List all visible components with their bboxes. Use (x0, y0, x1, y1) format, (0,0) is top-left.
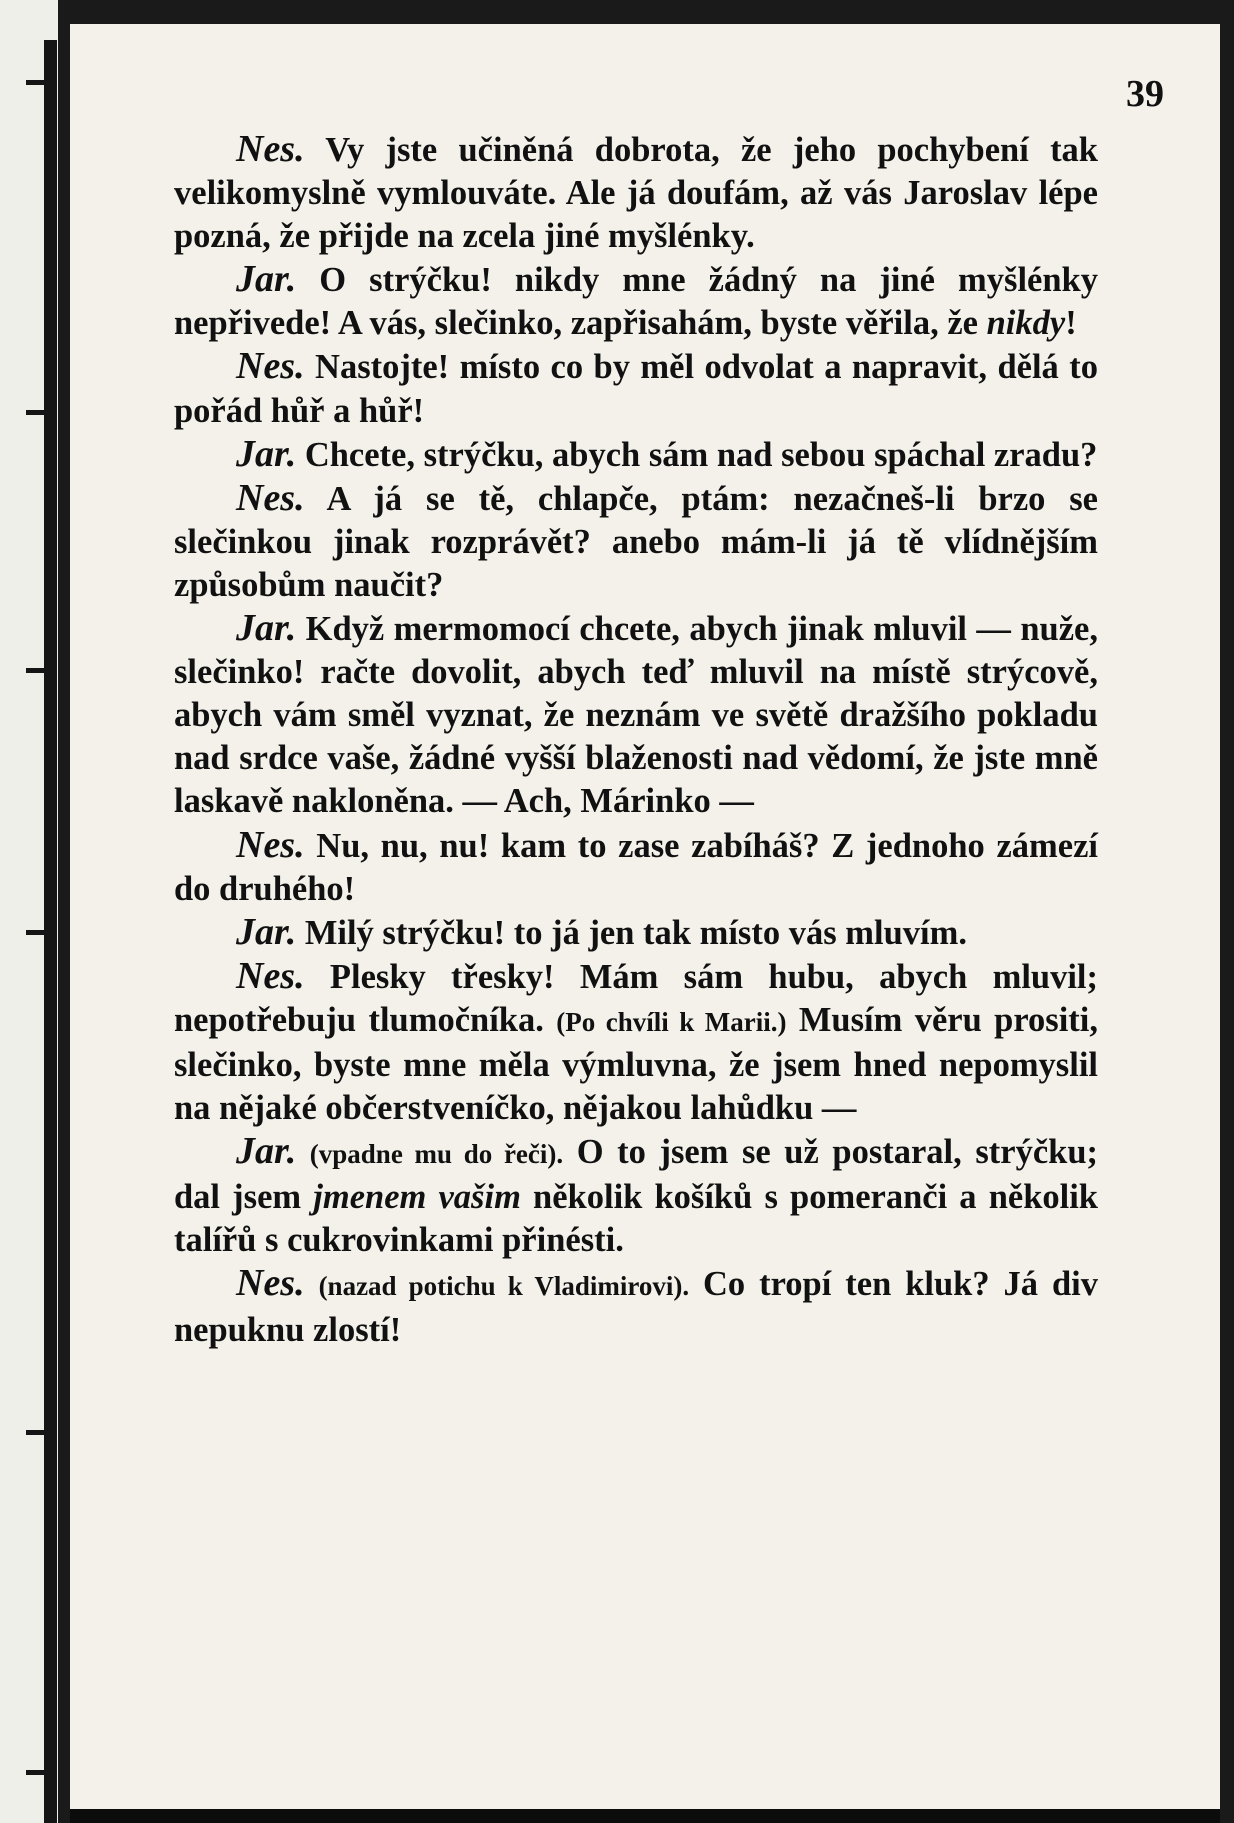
stage-direction: (Po chvíli k Marii.) (556, 1006, 787, 1037)
dialogue-text: O to jsem se už postaral, strýčku; dal jsem (174, 1133, 1098, 1217)
speaker-name: Nes. (236, 128, 305, 170)
binding-mark (26, 80, 56, 85)
emphasized-text: nikdy (986, 304, 1066, 343)
dialogue-paragraph (174, 433, 1098, 477)
dialogue-text: ! (1065, 304, 1077, 343)
dialogue-paragraph (174, 128, 1098, 258)
speaker-name: Jar. (236, 432, 297, 475)
stage-direction: (vpadne mu do řeči). (309, 1139, 564, 1170)
dialogue-paragraph (174, 1130, 1098, 1262)
speaker-name: Nes. (236, 823, 305, 866)
speaker-name: Nes. (236, 476, 305, 519)
dialogue-paragraph (174, 911, 1098, 955)
dialogue-paragraph (174, 955, 1098, 1130)
binding-mark (26, 668, 56, 673)
speaker-name: Nes. (236, 345, 305, 388)
dialogue-text: Musím věru prositi, slečinko, byste mne měla výmluvna, že jsem hned nepomyslil na nějaké občerstveníčko, nějakou lahůdku — (174, 1000, 1098, 1128)
dialogue-text: Co tropí ten kluk? Já div nepuknu zlostí! (174, 1265, 1099, 1349)
binding-mark (26, 930, 56, 935)
speaker-name: Jar. (236, 258, 297, 301)
page-number: 39 (1126, 73, 1164, 115)
speaker-name: Jar. (236, 607, 297, 650)
dialogue-paragraph (174, 345, 1098, 432)
dialogue-text (296, 1133, 310, 1171)
dialogue-text: Nastojte! místo co by měl odvolat a napravit, dělá to pořád hůř a hůř! (174, 348, 1098, 430)
binding-mark (26, 1770, 56, 1775)
dialogue-paragraph (174, 607, 1098, 823)
dialogue-text: Milý strýčku! to já jen tak místo vás mluvím. (296, 913, 967, 952)
stage-direction: (nazad potichu k Vladimirovi). (318, 1271, 690, 1302)
dialogue-text: Nu, nu, nu! kam to zase zabíháš? Z jednoho zámezí do druhého! (174, 826, 1098, 908)
dialogue-text: A já se tě, chlapče, ptám: nezačneš-li brzo se slečinkou jinak rozprávět? anebo mám-li já tě vlídnějším způsobům naučit? (174, 479, 1098, 604)
dialogue-text: Když mermomocí chcete, abych jinak mluvil — nuže, slečinko! račte dovolit, abych teď mluvil na místě strýcově, abych vám směl vyznat, že neznám ve světě dražšího pokladu nad srdce vaše, žádné vyšší blaženosti nad vědomí, že jste mně laskavě nakloněna. — Ach, Márinko — (174, 610, 1098, 821)
left-gutter (0, 0, 58, 1823)
dialogue-paragraph (174, 1262, 1098, 1351)
dialogue-text: Plesky třesky! Mám sám hubu, abych mluvil; nepotřebuju tlumočníka. (174, 957, 1098, 1039)
scan-bottom-edge (70, 1809, 1220, 1823)
dialogue-paragraph (174, 824, 1098, 911)
dialogue-text: několik košíků s pomeranči a několik talířů s cukrovinkami přinésti. (174, 1178, 1098, 1260)
binding-mark (26, 1430, 56, 1435)
page-text (174, 128, 1098, 1352)
dialogue-paragraph (174, 477, 1098, 607)
dialogue-text: Vy jste učiněná dobrota, že jeho pochybení tak velikomyslně vymlouváte. Ale já doufám, až vás Jaroslav lépe pozná, že přijde na zcela jiné myšlénky. (174, 131, 1098, 256)
speaker-name: Nes. (236, 1262, 305, 1305)
dialogue-text (305, 1265, 319, 1303)
speaker-name: Nes. (236, 954, 305, 997)
speaker-name: Jar. (236, 1130, 297, 1173)
binding-mark (26, 410, 56, 415)
dialogue-text: Chcete, strýčku, abych sám nad sebou spáchal zradu? (296, 435, 1098, 474)
emphasized-text: jmenem vašim (313, 1178, 521, 1217)
dialogue-paragraph (174, 258, 1098, 345)
speaker-name: Jar. (236, 910, 297, 953)
dialogue-text: O strýčku! nikdy mne žádný na jiné myšlénky nepřivede! A vás, slečinko, zapřisahám, byste věřila, že (174, 261, 1098, 343)
book-page (70, 24, 1220, 1809)
